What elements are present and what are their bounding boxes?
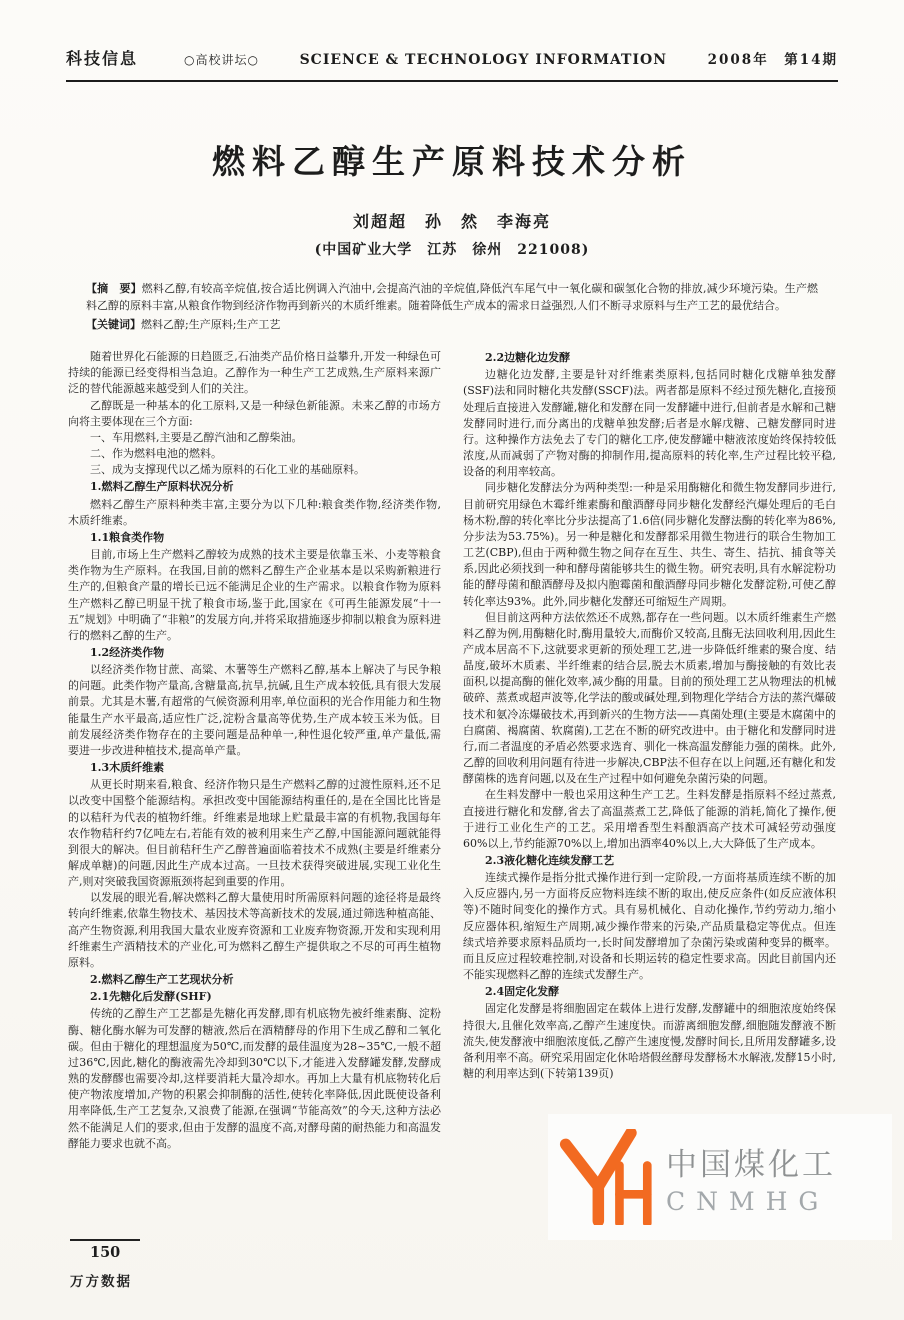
issue-label: 2008年 第14期 (707, 52, 838, 68)
authors-line: 刘超超 孙 然 李海亮 (352, 212, 551, 231)
abstract-label: 【摘 要】 (86, 282, 142, 295)
section-heading: 2.燃料乙醇生产工艺现状分析 (90, 973, 234, 987)
body-paragraph: 连续式操作是指分批式操作进行到一定阶段,一方面将基质连续不断的加入反应器内,另一方面将反应物料连续不断的取出,使反应条件(如反应液体积等)不随时间变化的操作方式。具有易机械化、自动化操作,节约劳动力,缩小反应器体积,缩短生产周期,减少操作带来的污染,产品质量稳定等优点。但连续式培养要求原料品质均一,长时间发酵增加了杂菌污染或菌种变异的概率。而且反应过程较难控制,对设备和长期运转的稳定性要求高。因此目前国内还不能实现燃料乙醇的连续式发酵生产。 (463, 871, 836, 982)
abstract-block (86, 281, 818, 314)
page-number: 150 (90, 1244, 121, 1261)
body-paragraph: 以发展的眼光看,解决燃料乙醇大量使用时所需原料问题的途径将是最终转向纤维素,依靠生物技术、基因技术等高新技术的发展,通过筛选种植高能、高产生物资源,利用我国大量农业废弃资源和工业废弃物资源,开发和实现利用纤维素生产酒精技术的产业化,可为燃料乙醇生产提供取之不尽的可再生植物原料。 (68, 891, 441, 969)
section-heading: 2.4固定化发酵 (485, 985, 560, 999)
right-column (463, 349, 836, 1152)
cnmhg-watermark (548, 1114, 892, 1240)
abstract-text: 燃料乙醇,有较高辛烷值,按合适比例调入汽油中,会提高汽油的辛烷值,降低汽车尾气中一氧化碳和碳氢化合物的排放,减少环境污染。生产燃料乙醇的原料丰富,从粮食作物到经济作物再到新兴的木质纤维素。随着降低生产成本的需求日益强烈,人们不断寻求原料与生产工艺的最优结合。 (86, 282, 819, 312)
keywords-block (86, 317, 818, 334)
database-provider-mark: 万方数据 (70, 1274, 132, 1290)
body-paragraph: 但目前这两种方法依然还不成熟,都存在一些问题。以木质纤维素生产燃料乙醇为例,用酶糖化时,酶用量较大,而酶价又较高,且酶无法回收利用,因此生产成本居高不下,这就要求更新的预处理工艺,进一步降低纤维素的聚合度、结晶度,破坏木质素、半纤维素的结合层,脱去木质素,增加与酶接触的有效比表面积,以提高酶的催化效率,减少酶的用量。目前的预处理工艺从物理法的机械破碎、蒸煮或超声波等,化学法的酸或碱处理,到物理化学结合方法的蒸汽爆破技术和氨冷冻爆破技术,再到新兴的生物方法——真菌处理(主要是木腐菌中的白腐菌、褐腐菌、软腐菌),工艺在不断的研究改进中。由于糖化和发酵同时进行,而二者温度的矛盾必然要求选育、驯化一株高温发酵能力强的菌株。此外,乙醇的回收利用问题有待进一步解决,CBP法不但存在以上问题,还有糖化和发酵菌株的选育问题,以及在生产过程中如何避免杂菌污染的问题。 (463, 610, 836, 786)
body-paragraph: 乙醇既是一种基本的化工原料,又是一种绿色新能源。未来乙醇的市场方向将主要体现在三个方面: (68, 398, 441, 428)
body-paragraph: 随着世界化石能源的日趋匮乏,石油类产品价格日益攀升,开发一种绿色可持续的能源已经变得相当急迫。乙醇作为一种生产工艺成熟,生产原料来源广泛的替代能源越来越受到人们的关注。 (68, 350, 441, 396)
journal-name-cn: 科技信息 (66, 49, 139, 68)
section-heading: 1.1粮食类作物 (90, 530, 165, 544)
body-paragraph: 在生料发酵中一般也采用这种生产工艺。生料发酵是指原料不经过蒸煮,直接进行糖化和发酵,省去了高温蒸煮工艺,降低了能源的消耗,简化了操作,便于进行工业化生产的工艺。采用增香型生料酿酒高产技术可减轻劳动强度60%以上,节约能源70%以上,增加出酒率40%以上,大大降低了生产成本。 (463, 788, 836, 850)
body-paragraph: 从更长时期来看,粮食、经济作物只是生产燃料乙醇的过渡性原料,还不足以改变中国整个能源结构。承担改变中国能源结构重任的,是在全国比比皆是的以秸秆为代表的植物纤维。纤维素是地球上贮量最丰富的有机物,我国每年农作物秸秆约7亿吨左右,若能有效的被利用来生产乙醇,中国能源问题就能得到很大的解决。但目前秸秆生产乙醇普遍面临着技术不成熟(主要是纤维素分解成单糖)的问题,因此生产成本过高。一旦技术获得突破进展,实现工业化生产,则对突破我国资源瓶颈将起到重要的作用。 (68, 778, 441, 889)
journal-name-en: SCIENCE & TECHNOLOGY INFORMATION (299, 52, 668, 68)
body-paragraph: 边糖化边发酵,主要是针对纤维素类原料,包括同时糖化戊糖单独发酵(SSF)法和同时糖化共发酵(SSCF)法。两者都是原料不经过预先糖化,直接预处理后直接进入发酵罐,糖化和发酵在同一发酵罐中进行,但前者是水解和己糖发酵同时进行,而分离出的戊糖单独发酵;后者是水解戊糖、己糖发酵同时进行。这种操作方法免去了专门的糖化工序,使发酵罐中糖液浓度始终保持较低浓度,从而减弱了产物对酶的抑制作用,提高原料的转化率,生产过程比较平稳,设备的利用率较高。 (463, 368, 836, 479)
section-heading: 1.燃料乙醇生产原料状况分析 (90, 480, 234, 494)
body-paragraph: 目前,市场上生产燃料乙醇较为成熟的技术主要是依靠玉米、小麦等粮食类作物为生产原料。在我国,目前的燃料乙醇生产企业基本是以采购新粮进行生产的,但粮食产量的增长已远不能满足企业的生产需求。以粮食作物为原料生产燃料乙醇已明显干扰了粮食市场,鉴于此,国家在《可再生能源发展“十一五”规划》中明确了“非粮”的发展方向,并将采取措施逐步抑制以粮食为原料进行的燃料乙醇的生产。 (68, 548, 441, 642)
section-heading: 2.3液化糖化连续发酵工艺 (485, 854, 615, 867)
section-heading: 2.2边糖化边发酵 (485, 351, 571, 365)
section-heading: 1.3木质纤维素 (90, 761, 165, 775)
keywords-label: 【关键词】 (86, 318, 141, 332)
body-paragraph: 一、车用燃料,主要是乙醇汽油和乙醇柴油。 (90, 430, 303, 444)
body-paragraph: 燃料乙醇生产原料种类丰富,主要分为以下几种:粮食类作物,经济类作物,木质纤维素。 (68, 497, 441, 527)
column-label: ○高校讲坛○ (184, 53, 259, 67)
watermark-brand-cn: 中国煤化工 (666, 1146, 836, 1183)
body-paragraph: 传统的乙醇生产工艺都是先糖化再发酵,即有机底物先被纤维素酶、淀粉酶、糖化酶水解为可发酵的糖液,然后在酒精酵母的作用下生成乙醇和二氧化碳。但由于糖化的理想温度为50℃,而发酵的最佳温度为28~35℃,一般不超过36℃,因此,糖化的酶液需先冷却到30℃以下,才能进入发酵罐发酵,发酵成熟的发酵醪也需要冷却,这样要消耗大量冷却水。再加上大量有机底物转化后使产物浓度增加,产物的积累会抑制酶的活性,使转化率降低,因此既使设备利用率降低,生产工艺复杂,又浪费了能源,在强调“节能高效”的今天,这种方法必然不能满足人们的要求,但由于发酵的温度不高,对酵母菌的耐热能力和高温发酵能力要求也就不高。 (68, 1007, 441, 1150)
watermark-brand-en: CNMHG (666, 1186, 830, 1216)
page-header (66, 46, 838, 82)
section-heading: 1.2经济类作物 (90, 645, 165, 659)
article-title: 燃料乙醇生产原料技术分析 (212, 142, 692, 181)
keywords-text: 燃料乙醇;生产原料;生产工艺 (141, 318, 281, 332)
body-paragraph: 固定化发酵是将细胞固定在载体上进行发酵,发酵罐中的细胞浓度始终保持很大,且催化效率高,乙醇产生速度快。而游离细胞发酵,细胞随发酵液不断流失,使发酵液中细胞浓度低,乙醇产生速度慢,发酵时间长,且所用发酵罐多,设备利用率不高。研究采用固定化休哈塔假丝酵母发酵杨木水解液,发酵15小时,糖的利用率达到(下转第139页) (463, 1002, 836, 1081)
article-body (68, 349, 836, 1152)
page-footer (70, 1239, 140, 1290)
watermark-text (666, 1139, 836, 1216)
body-paragraph: 以经济类作物甘蔗、高粱、木薯等生产燃料乙醇,基本上解决了与民争粮的问题。此类作物产量高,含糖量高,抗旱,抗碱,且生产成本较低,具有很大发展前景。尤其是木薯,有超常的气候资源利用率,单位面积的光合作用能力和生物能量生产水平最高,适应性广泛,淀粉含量高等优势,生产成本较玉米为低。目前发展经济类作物存在的主要问题是品种单一,种性退化较严重,单产量低,需要进一步改进种植技术,提高单产量。 (68, 663, 441, 757)
body-paragraph: 三、成为支撑现代以乙烯为原料的石化工业的基础原料。 (90, 463, 365, 477)
cnmhg-logo-icon (558, 1129, 654, 1225)
section-heading: 2.1先糖化后发酵(SHF) (90, 990, 212, 1004)
affiliation: (中国矿业大学 江苏 徐州 221008) (314, 242, 590, 258)
body-paragraph: 二、作为燃料电池的燃料。 (90, 447, 222, 461)
page-number-rule (70, 1239, 140, 1241)
body-paragraph: 同步糖化发酵法分为两种类型:一种是采用酶糖化和微生物发酵同步进行,目前研究用绿色木霉纤维素酶和酿酒酵母同步糖化发酵经汽爆处理后的毛白杨木粉,醇的转化率比分步法提高了1.6倍(同步糖化发酵法酶的转化率为86%,分步法为53.75%)。另一种是糖化和发酵都采用微生物进行的联合生物加工工艺(CBP),但由于两种微生物之间存在互生、共生、寄生、拮抗、捕食等关系,因此必须找到一种和酵母菌能够共生的微生物。研究表明,具有水解淀粉功能的酵母菌和酿酒酵母及拟内胞霉菌和酿酒酵母同步糖化发酵淀粉,可使乙醇转化率达93%。此外,同步糖化发酵还可缩短生产周期。 (463, 481, 836, 608)
left-column (68, 349, 441, 1152)
